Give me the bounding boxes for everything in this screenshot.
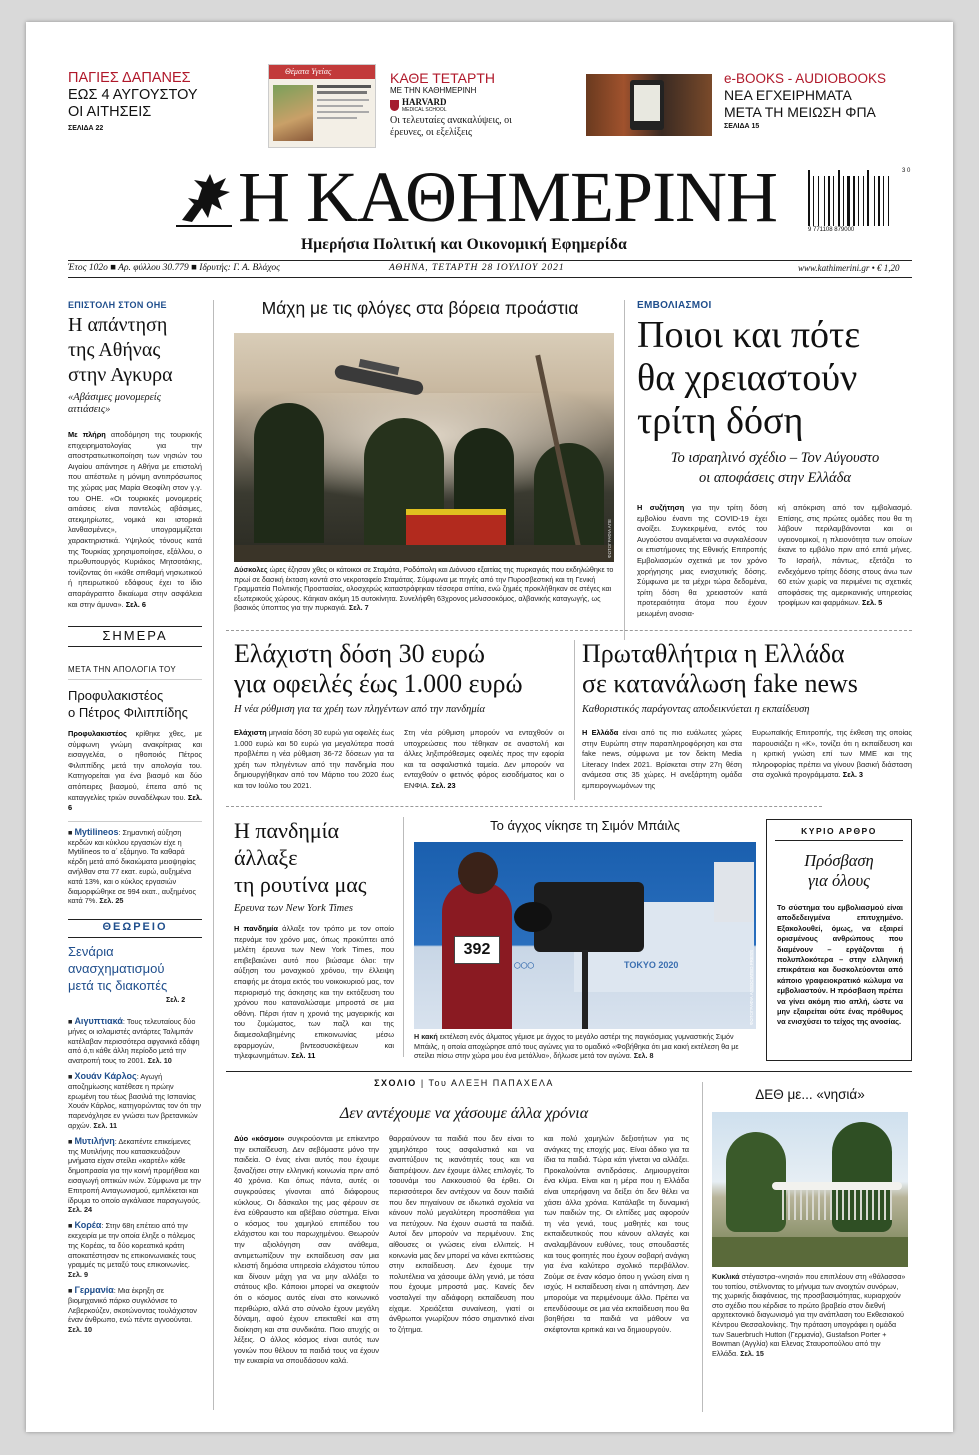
barcode-bar [813,176,814,226]
page-ref: Σελ. 23 [431,780,456,790]
teaser-health[interactable] [390,70,560,139]
comment-author: Του ΑΛΕΞΗ ΠΑΠΑΧΕΛΑ [428,1078,554,1088]
page-ref: Σελ. 8 [633,1051,654,1061]
barcode-bar [820,176,823,226]
magazine-title: Θέματα Υγείας [269,65,375,79]
title-line: μετά τις διακοπές [68,978,168,993]
title-line: σε κατανάλωση fake news [582,669,858,698]
brief-item[interactable]: ■ Μυτιλήνη: Δεκαπέντε επικείμενες της Μυτιλήνης που κατασκευάζουν μνήματα είχαν στείλει «καρτέλ» κάθε δημοπρασία για την κοινή προμήθεια και εισαγωγή οπτικών ινών. Σύμφωνα με την Επιτροπή Ανταγωνισμού, εμπλέκεται και ίδρυμα το οποίο αγκάλιασε παραγωγούς. Σελ. 24 [68,1135,201,1215]
deth-caption [712,1272,908,1358]
barcode-bar [828,176,830,226]
title-line: Ποιοι και πότε [637,314,861,356]
fire-truck [406,513,506,545]
barcode-bar [841,176,842,226]
body-text: Ευρωπαϊκής Επιτροπής, της έκθεση της οποίας παρουσιάζει η «Κ», τονίζει ότι η εκπαίδευση και η κριτική γνώση επί των ΜΜΕ και της πληροφορίας πρέπει να γίνουν βασική διάσταση στα σχολικά προγράμματα. [752,728,912,780]
barcode-bar [847,176,850,226]
page-ref: Σελ. 6 [125,599,146,609]
page-ref: Σελ. 9 [68,1270,89,1280]
biles-caption [414,1032,756,1061]
comment-header: ΣΧΟΛΙΟ | Του ΑΛΕΞΗ ΠΑΠΑΧΕΛΑ [374,1078,554,1088]
title-line: για όλους [808,871,870,890]
story-title [234,639,564,699]
barcode-bar [878,176,880,226]
comment-col2 [389,1134,534,1416]
price: € 1,20 [877,263,900,273]
biles-photo[interactable]: ◯◯◯ TOKYO 2020 392 ΦΩΤΟΓΡΑΦΙΑ ASSOCIATED PRESS [414,842,756,1029]
title-line: άλλαξε [234,845,298,870]
comment-col3 [544,1134,689,1416]
barcode-bar [843,176,844,226]
story-body [68,430,202,640]
teaser-title-line: ΟΙ ΑΙΤΗΣΕΙΣ [68,104,152,120]
magazine-cover-image [273,85,313,141]
issue-date: ΑΘΗΝΑ, ΤΕΤΑΡΤΗ 28 ΙΟΥΛΙΟΥ 2021 [389,263,565,273]
biles-headline[interactable]: Το άγχος νίκησε τη Σιμόν Μπάιλς [490,818,680,833]
story-body [68,729,202,814]
page-ref: Σελ. 11 [291,1051,316,1061]
debt-body-col2 [404,728,564,792]
brief-lead: Αιγυπτιακά [74,1016,123,1026]
teaser-page: ΣΕΛΙΔΑ 22 [68,125,104,132]
editorial-header: ΚΥΡΙΟ ΑΡΘΡΟ [775,820,903,841]
body-text: αποδόμηση της τουρκικής επιχειρηματολογίας για την αποστρατιωτικοποίηση των νησιών του Αιγαίου απάντησε η Αθήνα με επιστολή που απέστειλε η μόνιμη αντιπρόσωπος της χώρας μας Μαρία Θεοφίλη στον γ.γ. του ΟΗΕ. «Οι τουρκικές μονομερείς αιτιάσεις είναι παντελώς αβάσιμες, ατεκμηρίωτες, νομικά και ιστορικά λανθασμένες», υπογραμμίζεται χαρακτηριστικά. Υψηλούς τόνους κατά της Τουρκίας χρησιμοποίησε, εξάλλου, ο πρωθυπουργός Κυριάκος Μητσοτάκης, τονίζοντας ότι «κάθε σπιθαμή νησιωτικού ή ηπειρωτικού εδάφους έχει το ίδιο απαράγραπτο δικαίωμα στην ασφάλεια και στην άμυνα». [68,430,202,609]
lead-word: Η κακή [414,1032,438,1041]
teaser-title-line: e-BOOKS - AUDIOBOOKS [724,71,887,86]
barcode-bar [874,176,875,226]
page-ref: Σελ. 11 [93,1120,118,1130]
story-kicker: ΕΜΒΟΛΙΑΣΜΟΙ [637,300,712,311]
harvard-sub: MEDICAL SCHOOL [402,107,447,113]
barcode-bar [888,176,889,226]
title-line: θα χρειαστούν [637,357,858,399]
body-text: άλλαξε τον τρόπο με τον οποίο περνάμε τον χρόνο μας, όπως προκύπτει από μελέτη έρευνα των New York Times, που επιβεβαιώνει αυτό που βιώσαμε όλοι: την αύξηση του μοναχικού χρόνου, την έλλειψη επαφής με άτομα εκτός του νοικοκυριού μας, τον περιορισμό της άσκησης και την εκτόξευση του χρόνου που καταναλώσαμε μπροστά σε μια οθόνη. Πέρσι ήταν η χρονιά της μαγειρικής και του ζυμώματος, των παζλ και της διαμεσολαβημένης επικοινωνίας μέσω εφαρμογών, βιντεοσυσκέψεων και τηλεφωνημάτων. [234,924,394,1061]
story-fake-news[interactable] [582,639,912,715]
story-subtitle: «Αβάσιμες μονομερείς αιτιάσεις» [68,392,161,415]
brief-item[interactable]: ■ Κορέα: Στην 68η επέτειο από την εκεχειρία με την οποία έληξε ο πόλεμος της Κορέας, τα δύο κορεατικά κράτη αποκατέστησαν τις επικοινωνιακές τους γραμμές τις μεταξύ τους επικοινωνίες. Σελ. 9 [68,1220,196,1280]
title-line: Σενάρια [68,944,114,959]
brief-lead: Κορέα [74,1220,102,1231]
comment-label: ΣΧΟΛΙΟ [374,1078,417,1088]
caption-text: εκτέλεση ενός άλματος γέμισε με άγχος το μεγάλο αστέρι της παγκόσμιας γυμναστικής Σιμόν Μπάιλς, η οποία αποχώρησε από τους αγώνες για το ομαδικό «Φοβήθηκα ότι μια κακή εκτέλεση θα με στείλει πίσω στην χώρα μου ένα μετάλλιο», δήλωσε μετά τον αγώνα. [414,1032,739,1061]
page-ref: Σελ. 25 [99,896,124,906]
story-vaccine[interactable] [637,300,913,488]
teaser-health-desc: Οι τελευταίες ανακαλύψεις, οι έρευνες, οι εξελίξεις [390,115,512,138]
title-line: Η πανδημία [234,818,340,843]
story-title [234,817,394,898]
brief-lead: Mytilineos [74,826,119,837]
barcode-bar [867,170,869,226]
story-subtitle: Η νέα ρύθμιση για τα χρέη των πληγέντων από την πανδημία [234,704,486,715]
brief-text: Μια έκρηξη σε βιομηχανικό πάρκο συγκλόνισε το Λεβερκούζεν, σκοτώνοντας τουλάχιστον έναν άνθρωπο, ενώ πέντε αγνοούνται. [68,1285,197,1325]
brief-lead: Μυτιλήνη [74,1135,115,1146]
brief-item[interactable]: ■ Γερμανία: Μια έκρηξη σε βιομηχανικό πάρκο συγκλόνισε το Λεβερκούζεν, σκοτώνοντας τουλάχιστον έναν άνθρωπο, ενώ πέντε αγνοούνται. Σελ. 10 [68,1284,197,1335]
harvard-logo [390,98,560,113]
section-header-theoreio: ΘΕΩΡΕΙΟ [102,921,168,933]
story-subtitle [637,448,913,488]
masthead-tagline: Ημερήσια Πολιτική και Οικονομική Εφημερίδα [301,236,628,253]
barcode-bar [865,176,866,226]
fire-caption [234,565,614,613]
barcode-bar [835,176,837,226]
website-and-price[interactable]: www.kathimerini.gr • € 1,20 [798,263,900,273]
title-line: της Αθήνας [68,339,161,361]
comment-title[interactable]: Δεν αντέχουμε να χάσουμε άλλα χρόνια [339,1105,589,1122]
page-ref: Σελ. 6 [68,792,202,813]
lead-word: Με πλήρη [68,430,106,439]
teaser-health-title: ΚΑΘΕ ΤΕΤΑΡΤΗ [390,70,495,86]
subtitle-line: οι αποφάσεις στην Ελλάδα [698,470,852,486]
barcode-bar [851,176,852,226]
fakenews-body-col1 [582,728,742,792]
brief-text: Αγωγή αποζημίωσης κατέθεσε η πρώην ερωμένη του τέως βασιλιά της Ισπανίας Χουάν Κάρλος, κατηγορώντας τον ότι την παρενόχλησε εν γνώσει των βρετανικών αρχών. [68,1071,202,1130]
teaser-ebooks[interactable] [724,70,924,130]
title-line: τρίτη δόση [637,400,804,442]
story-title [68,313,202,388]
barcode-bar [890,176,891,226]
body-text: συγκρούονται με επίκεντρο την εκπαίδευση. Δεν σεβόμαστε μόνο την παιδεία. Ο ένας είναι αυτός που έχουμε ξαναζήσει στην ελληνική κοινωνία πριν από 40 χρόνια. Και όπως πάντα, αυτές οι συγκρούσεις γίνονται από διάφορους κύκλους. Οι δάσκαλοι της μας φέρουν σε ένα εύθραυστο και αβέβαιο σύστημα. Είναι ο κόσμος του χαμηλού επιπέδου του ελάχιστου και του παρωχημένου. Θεωρούν την αξιολόγηση σαν ανάθεμα, αντιμετωπίζουν την εκπαίδευση σαν μια κλειστή δημόσια υπηρεσία ελάχιστου τύπου και δίνουν μάχη για να μην αλλάξει το στάτους κβο. Κάποιοι μπορεί να σκεφτούν ότι ο κόσμος αυτός είναι στο κοινωνικό περιθώριο, αλλά στο σύνολο έχουν μεγάλη δύναμη, αφού έχουν επεκταθεί και στη διοίκηση και στα συνδικάτα. Ποιο ατυχής οι λέξεις. Ο άλλος κόσμος είναι αυτός των γονιών που θέλουν τα παιδιά τους να έχουν την ευκαιρία να σπουδάσουν καλά. [234,1134,379,1366]
masthead-title[interactable]: Η ΚΑΘΗΜΕΡΙΝΗ [238,157,778,237]
teaser-title-line: ΜΕΤΑ ΤΗ ΜΕΙΩΣΗ ΦΠΑ [724,104,876,120]
bib-number: 392 [454,936,500,964]
fire-photo[interactable] [234,333,614,562]
barcode-bar [856,176,857,226]
story-subtitle: Ερευνα των New York Times [234,903,353,914]
title-line: Ελάχιστη δόση 30 ευρώ [234,639,485,668]
deth-rendering-photo[interactable] [712,1112,908,1267]
barcode-bar [811,176,812,226]
title-line: Προφυλακιστέος [68,688,164,703]
barcode-bar [885,176,887,226]
editorial-box[interactable] [766,819,912,1061]
brief-item[interactable]: ■ Αιγυπτιακά: Τους τελευταίους δύο μήνες οι ισλαμιστές αντάρτες Ταλιμπάν κατέλαβαν περισσότερα αφγανικά εδάφη από ό,τι κάθε άλλη περίοδο μετά την ανατροπή τους το 2001. Σελ. 10 [68,1016,200,1066]
briefs-list [68,1017,202,1335]
brief-lead: Γερμανία [74,1284,114,1295]
section-header-simera: ΣΗΜΕΡΑ [102,628,168,643]
lead-word: Η Ελλάδα [582,728,619,737]
caption-text: ώρες έζησαν χθες οι κάτοικοι σε Σταμάτα, Ροδόπολη και Διόνυσο εξαιτίας της πυρκαγιάς που εκδηλώθηκε το πρωί σε δασική έκταση κοντά στο νεκροταφείο Σταμάτας. Σύμφωνα με πηγές από την Πυροσβεστική και τη Γενική Γραμματεία Πολιτικής Προστασίας, ολοσχερώς καταστράφηκαν τέσσερα σπίτια, ενώ ζημιές προκλήθηκαν σε στέγες και εξωτερικούς χώρους. Κάηκαν ακόμη 15 αυτοκίνητα. Συνελήφθη 63χρονος μελισσοκόμος, αλβανικής καταγωγής, ως βασικός ύποπτος για την πυρκαγιά. [234,565,614,613]
barcode-bar [818,176,819,226]
brief-mytilineos[interactable]: ■ Mytilineos: Σημαντική αύξηση κερδών και κύκλου εργασιών είχε η Mytilineos το α΄ εξάμηνο. Τα καθαρά κέρδη μετά από δικαιώματα μειοψηφίας ανήλθαν στα 77 εκατ. ευρώ, αυξημένα κατά 13%, και ο κύκλος εργασιών διαμορφώθηκε σε 994 εκατ., αυξημένος κατά 7%. Σελ. 25 [68,826,196,906]
lead-word: Κυκλικά [712,1272,740,1281]
photo-credit: ΦΩΤΟΓΡΑΦΙΑ ΑΠΕ [607,519,612,558]
newspaper-front-page [26,22,953,1432]
editorial-body: Το σύστημα του εμβολιασμού είναι αποδεδειγμένα επιτυχημένο. Εξακολουθεί, όμως, να εξαιρεί ορισμένους ανθρώπους που διαμένουν – εργάζονται ή πολυπλοκότερα – στην ελληνική επικράτεια και δυσκολεύονται από κάποιο γραφειοκρατικό κώλυμα να εμβολιαστούν. Η πρόσβαση πρέπει να γίνει ακόμη πιο απλή, ώστε να μην εξαιρείται ούτε ένας πρόθυμος να ενισχύσει το τείχος της ανοσίας. [777,903,903,1027]
barcode-bar [881,176,882,226]
body-text: κή απόκριση από τον εμβολιασμό. Επίσης, στις πρώτες ομάδες που θα τη λάβουν περιλαμβάνονται και οι υγειονομικοί, η πλειονότητα των οποίων έκανε το εμβόλιο πριν από επτά μήνες. Το Ισραήλ, πάντως, εξετάζει το ενδεχόμενο τρίτης δόσης στους άνω των 60 ετών χωρίς να περιμένει τις σχετικές αποφάσεις της αμερικανικής υπηρεσίας τροφίμων και φαρμάκων. [778,503,912,608]
brief-item[interactable]: ■ Χουάν Κάρλος: Αγωγή αποζημίωσης κατέθεσε η πρώην ερωμένη του τέως βασιλιά της Ισπανίας Χουάν Κάρλος, κατηγορώντας τον ότι την παρενόχλησε εν γνώσει των βρετανικών αρχών. Σελ. 11 [68,1070,202,1130]
body-text: Στη νέα ρύθμιση μπορούν να ενταχθούν οι υποχρεώσεις που τέθηκαν σε αναστολή και άλλες ληξιπρόθεσμες οφειλές προς την εφορία και τα ασφαλιστικά ταμεία. Δεν μπορούν να ενταχθούν ο φετινός φόρος εισοδήματος και ο ΕΝΦΙΑ. [404,728,564,790]
story-filippidis[interactable] [68,665,202,906]
lead-word: Δύσκολες [234,565,268,574]
story-pandemic[interactable] [234,817,394,1062]
title-line: ο Πέτρος Φιλιππίδης [68,705,188,720]
vaccine-body-col2 [778,503,912,643]
story-un-letter[interactable] [68,300,202,640]
teaser-title-line: ΠΑΓΙΕΣ ΔΑΠΑΝΕΣ [68,70,191,86]
barcode-bar [831,176,832,226]
caption-text: στέγαστρα-«νησιά» που επιπλέουν στη «θάλασσα» του τοπίου, στέλνοντας το μήνυμα των ανοιχτών συνόρων, της χωρικής διαφάνειας, της προσβασιμότητας, κυριαρχούν στο σχέδιο που κέρδισε το πρώτο βραβείο στον διεθνή αρχιτεκτονικό διαγωνισμό για την ανάπλαση του Εκθεσιακού Κέντρου Θεσσαλονίκης. Την πρόταση υπογράφει η ομάδα των Sauerbruch Hutton (Γερμανία), Gustafson Porter + Bowman (Αγγλία) και Ελενας Σταυροπούλου από την Ελλάδα. [712,1272,906,1358]
title-line: Πρόσβαση [804,851,874,870]
barcode-bar [815,176,817,226]
page-ref: Σελ. 5 [862,598,883,608]
page-ref: Σελ. 15 [740,1348,764,1358]
story-title [637,314,913,443]
barcode-bar [824,176,825,226]
barcode-bar [845,176,846,226]
brief-text: Σημαντική αύξηση κερδών και κύκλου εργασιών είχε η Mytilineos το α΄ εξάμηνο. Τα καθαρά κέρδη μετά από δικαιώματα μειοψηφίας ανήλθαν στα 77 εκατ. ευρώ, αυξημένα κατά 13%, και ο κύκλος εργασιών διαμορφώθηκε σε 994 εκατ., αυξημένος κατά 7%. [68,827,196,906]
gymnast-head [458,852,498,894]
edition-info: Έτος 102ο ■ Αρ. φύλλου 30.779 ■ Ιδρυτής: Γ. Α. Βλάχος [68,263,281,273]
health-magazine-thumbnail[interactable] [268,64,376,148]
page-ref: Σελ. 3 [842,770,864,780]
barcode-bar [883,176,884,226]
brief-text: Τους τελευταίους δύο μήνες οι ισλαμιστές αντάρτες Ταλιμπάν κατέλαβαν περισσότερα αφγανικά εδάφη από ό,τι κάθε άλλη περίοδο μετά την ανατροπή τους το 2001. [68,1017,200,1066]
barcode-bar [870,176,873,226]
barcode-number: 9 771108 879000 [808,227,855,233]
lead-word: Δύο «κόσμοι» [234,1134,285,1143]
griffin-logo-icon [174,170,234,228]
vaccine-body-col1 [637,503,767,643]
canopy [772,1182,902,1190]
comment-col1 [234,1134,379,1416]
body-text: μηνιαία δόση 30 ευρώ για οφειλές έως 1.000 ευρώ και 50 ευρώ για μεγαλύτερα ποσά προβλέπει η νέα ρύθμιση 36-72 δόσεων για τα χρέη των πληγέντων από την πανδημία που δημιουργήθηκαν από τον Μάρτιο του 2020 έως και τον Ιούλιο του 2021. [234,728,395,790]
page-ref: Σελ. 2 [166,997,186,1004]
story-kicker: ΕΠΙΣΤΟΛΗ ΣΤΟΝ ΟΗΕ [68,300,167,310]
issue-code: 3 0 [902,168,911,174]
title-line: Πρωταθλήτρια η Ελλάδα [582,639,845,668]
barcode-bar [858,176,859,226]
olympic-rings-icon: ◯◯◯ [514,963,535,969]
title-line: στην Αγκυρα [68,364,173,386]
title-line: ανασχηματισμού [68,961,165,976]
deth-headline[interactable]: ΔΕΘ με... «νησιά» [755,1087,865,1102]
title-line: τη ρουτίνα μας [234,872,367,897]
story-body [234,924,394,1062]
teaser-health-subtitle: ΜΕ ΤΗΝ ΚΑΘΗΜΕΡΙΝΗ [390,86,477,95]
brief-text: Δεκαπέντε επικείμενες της Μυτιλήνης που κατασκευάζουν μνήματα είχαν στείλει «καρτέλ» κάθε δημοπρασία για την κοινή προμήθεια και εισαγωγή οπτικών ινών. Σύμφωνα με την Επιτροπή Ανταγωνισμού, εμπλέκεται και ίδρυμα το οποίο αγκάλιασε παραγωγούς. [68,1136,201,1205]
body-text: είναι από τις πιο ευάλωτες χώρες στην Ευρώπη στην παραπληροφόρηση και στα fake news, σύμφωνα με τον δείκτη Media Literacy Index 2021. Βρίσκεται στην 27η θέση ανάμεσα στις 35 χώρες. Η ανεξάρτητη ομάδα εμπειρογνωμόνων της [582,728,742,790]
ereader-device [630,80,664,130]
story-title [582,639,912,699]
barcode-bar [833,176,834,226]
lead-word: Ελάχιστη [234,728,267,737]
page-ref: Σελ. 10 [68,1325,93,1335]
lead-word: Η πανδημία [234,924,278,933]
title-line: Η απάντηση [68,314,168,336]
fakenews-body-col2 [752,728,912,781]
barcode-bar [826,176,827,226]
page-ref: Σελ. 24 [68,1205,93,1215]
title-line: για οφειλές έως 1.000 ευρώ [234,669,523,698]
lead-word: Η συζήτηση [637,503,685,512]
barcode-bar [838,170,840,226]
story-debt[interactable] [234,639,564,715]
debt-body-col1 [234,728,394,792]
brief-text: Στην 68η επέτειο από την εκεχειρία με την οποία έληξε ο πόλεμος της Κορέας, τα δύο κορεατικά κράτη αποκατέστησαν τις επικοινωνιακές τους γραμμές τις μεταξύ τους επικοινωνίες. [68,1221,196,1270]
barcode-bar [863,176,864,226]
teaser-title-line: ΝΕΑ ΕΓΧΕΙΡΗΜΑΤΑ [724,87,852,103]
story-kicker: ΜΕΤΑ ΤΗΝ ΑΠΟΛΟΓΙΑ ΤΟΥ [68,665,177,674]
website[interactable]: www.kathimerini.gr [798,263,870,273]
body-text: κρίθηκε χθες, με σύμφωνη γνώμη ανακρίτριας και εισαγγελέα, ο ηθοποιός Πέτρος Φιλιππίδης μετά την απολογία του. Κατηγορείται για ένα βιασμό και δύο απόπειρες βιασμού, έπειτα από τις καταγγελίες τριών συναδέλφων του. [68,729,202,802]
teaser-expenses[interactable] [68,70,248,132]
fire-headline[interactable]: Μάχη με τις φλόγες στα βόρεια προάστια [261,298,579,318]
harvard-name: HARVARD [402,97,447,107]
body-text: για την τρίτη δόση εμβολίου έναντι της COVID-19 έχει ανοίξει. Συγκεκριμένα, εντός του Αυγούστου αναμένεται να συγκαλέσουν οι επιστήμονες της Εθνικής Επιτροπής Εμβολιασμών σχετικά με τον χρόνο χορήγησης μιας ενισχυτικής δόσης. Σύμφωνα με τα μέχρι τώρα δεδομένα, τρίτη δόση θα χρειαστούν κατά προτεραιότητα άτομα που έχουν μειωμένη ανοσια- [637,503,767,618]
teaser-title-line: ΕΩΣ 4 ΑΥΓΟΥΣΤΟΥ [68,87,198,103]
barcode-bar [853,176,855,226]
page-ref: Σελ. 7 [348,603,369,613]
barcode-bar [808,170,810,226]
story-title [68,687,202,721]
theoreio-title[interactable] [68,943,202,994]
barcode-bar [860,176,862,226]
subtitle-line: Το ισραηλινό σχέδιο – Τον Αύγουστο [670,450,880,466]
editorial-title [767,851,911,891]
story-subtitle: Καθοριστικός παράγοντας αποδεικνύεται η εκπαίδευση [582,704,810,715]
brief-lead: Χουάν Κάρλος [74,1070,137,1081]
barcode [808,170,898,240]
lead-word: Προφυλακιστέος [68,729,127,738]
teaser-page: ΣΕΛΙΔΑ 15 [724,123,760,130]
body-text: θαρραύνουν τα παιδιά που δεν είναι το χαμηλότερο τους ασφαλιστικά και να αναπτύξουν τις ικανότητές τους και να διαπρέψουν. Δεν έχουμε άλλες επιλογές. Το τσουνάμι του Λακκουσιού θα έρθει. Οι περισσότεροι δεν αντέχουν να δουν παιδιά που δεν πηγαίνουν σε ιδιωτικά σχολεία να κάνουν πολύ μεγαλύτερη προσπάθεια για να πετύχουν. Να έχουν σωστά τα παιδιά. Αυτοί δεν μπορούν να περιμένουν. Στις αίθουσες οι γνώσεις είναι ελλιπείς. Η κοινωνία μας δεν μπορεί να κάνει εκπτώσεις στην εκπαίδευση. Δεν έχουμε την πολυτέλεια να χάσουμε άλλη γενιά, με τόσα που έχουμε μπροστά μας. Κανείς δεν νοσταλγεί την αδιάφορη εκπαίδευση που είχαμε. Χρειάζεται συναίνεση, γιατί οι άνθρωποι γνωρίζουν πόσο σημαντικό είναι το ζήτημα. [389,1134,534,1334]
harvard-shield-icon [390,100,399,111]
ebook-reader-image[interactable] [586,74,712,136]
body-text: και πολύ χαμηλών δεξιοτήτων για τις ανάγκες της εποχής μας. Είναι άδικο για τα ίδια τα παιδιά. Τώρα κάτι γίνεται να αλλάξει. Προκαλούνται αντιδράσεις. Δημιουργείται ένα κλίμα. Είναι και η μέρα που η Ελλάδα είναι υπερήφανη να δείξει ότι δεν θέλει να χάσει άλλα χρόνια. Κατάλαβε τη δυναμική των παιδιών της. Οι ελπίδες μας αφορούν τη νέα γενιά, τους μαθητές και τους εκπαιδευτικούς που κάνουν αλλαγές και αναλαμβάνουν ευθύνες, τους σπουδαστές και τους φοιτητές που έχουν σοβαρή ανάγκη για ένα καλύτερο σχολικό περιβάλλον. Ζούμε σε έναν κόσμο όπου η γνώση είναι η ισχύς. Η εκπαίδευση είναι η απάντηση. Δεν μπορούμε να περιμένουμε άλλο. Πρέπει να επενδύσουμε σε μια νέα εκπαίδευση που θα βοηθήσει τα παιδιά να μάθουν να σκέφτονται κριτικά και να δημιουργούν. [544,1134,689,1334]
photo-credit: ΦΩΤΟΓΡΑΦΙΑ ASSOCIATED PRESS [749,949,754,1025]
barcode-bar [876,176,877,226]
page-ref: Σελ. 10 [147,1056,172,1066]
